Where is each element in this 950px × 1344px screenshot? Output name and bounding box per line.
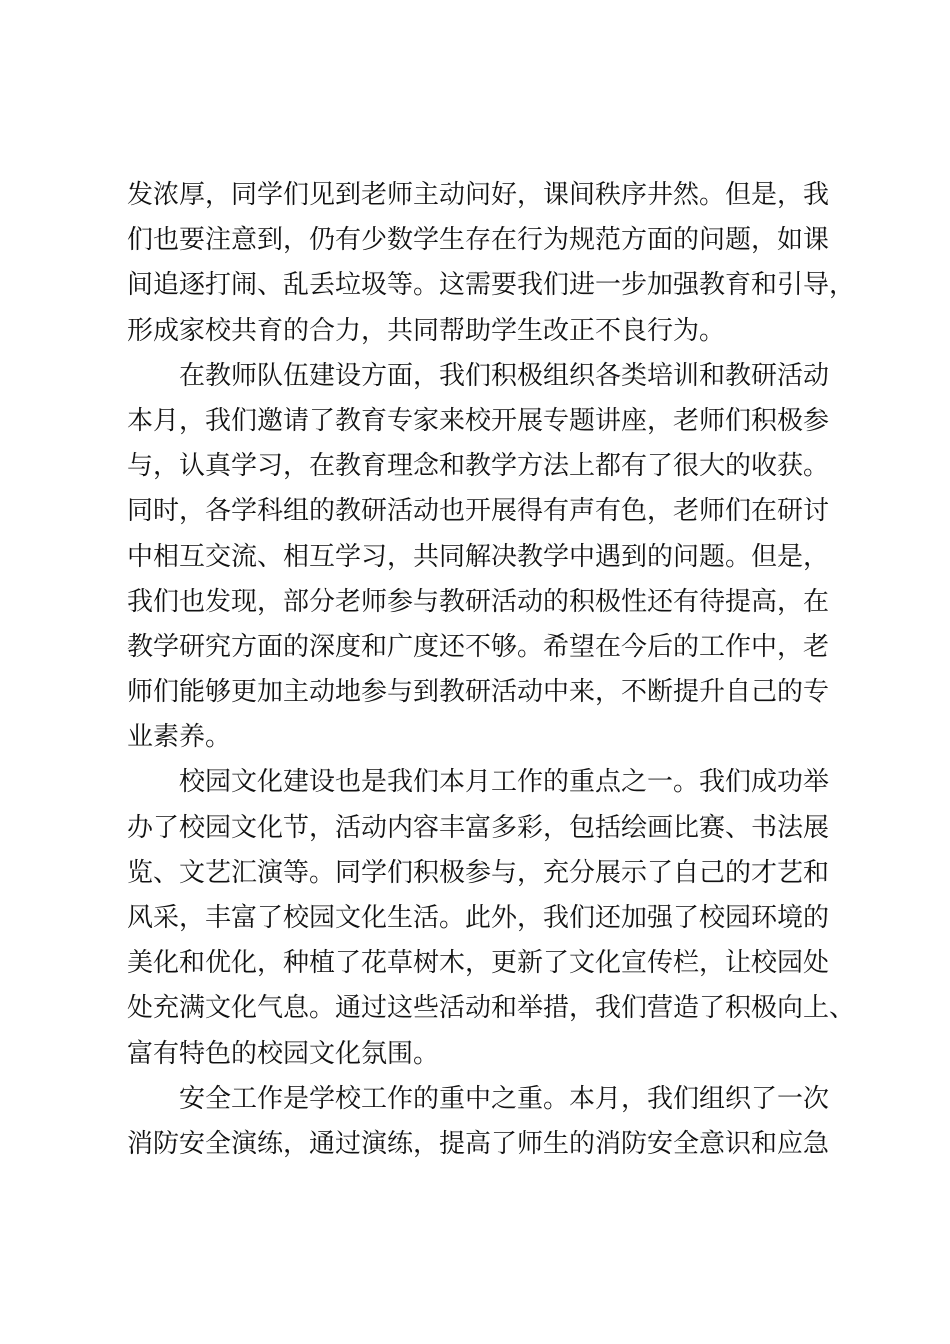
text-line: 同时，各学科组的教研活动也开展得有声有色，老师们在研讨 [127, 496, 830, 527]
text-line: 们也要注意到，仍有少数学生存在行为规范方面的问题，如课 [127, 225, 830, 256]
text-line: 中相互交流、相互学习，共同解决教学中遇到的问题。但是， [127, 541, 830, 572]
text-line: 安全工作是学校工作的重中之重。本月，我们组织了一次 [179, 1083, 830, 1114]
text-line: 校园文化建设也是我们本月工作的重点之一。我们成功举 [179, 767, 830, 798]
paragraph-campus-culture [127, 760, 857, 1076]
paragraph-teacher-team [127, 354, 857, 761]
text-line: 览、文艺汇演等。同学们积极参与，充分展示了自己的才艺和 [127, 857, 830, 888]
text-line: 师们能够更加主动地参与到教研活动中来，不断提升自己的专 [127, 677, 830, 708]
text-line: 我们也发现，部分老师参与教研活动的积极性还有待提高，在 [127, 586, 830, 617]
text-line: 与，认真学习，在教育理念和教学方法上都有了很大的收获。 [127, 451, 830, 482]
text-line: 本月，我们邀请了教育专家来校开展专题讲座，老师们积极参 [127, 405, 830, 436]
text-line: 间追逐打闹、乱丢垃圾等。这需要我们进一步加强教育和引导， [127, 270, 856, 301]
paragraph-safety [127, 1077, 857, 1167]
text-line: 消防安全演练，通过演练，提高了师生的消防安全意识和应急 [127, 1128, 830, 1159]
body-text [127, 173, 857, 1167]
text-line: 风采，丰富了校园文化生活。此外，我们还加强了校园环境的 [127, 903, 830, 933]
text-line: 教学研究方面的深度和广度还不够。希望在今后的工作中，老 [127, 631, 830, 662]
text-line: 富有特色的校园文化氛围。 [127, 1038, 440, 1069]
text-line: 发浓厚，同学们见到老师主动问好，课间秩序井然。但是，我 [127, 180, 830, 210]
text-line: 业素养。 [127, 722, 232, 753]
text-line: 处充满文化气息。通过这些活动和举措，我们营造了积极向上、 [127, 993, 856, 1024]
text-line: 办了校园文化节，活动内容丰富多彩，包括绘画比赛、书法展 [127, 812, 830, 843]
text-line: 美化和优化，种植了花草树木，更新了文化宣传栏，让校园处 [127, 948, 830, 979]
paragraph-student-behavior [127, 173, 857, 354]
text-line: 在教师队伍建设方面，我们积极组织各类培训和教研活动 [179, 360, 830, 391]
text-line: 形成家校共育的合力，共同帮助学生改正不良行为。 [127, 315, 726, 346]
